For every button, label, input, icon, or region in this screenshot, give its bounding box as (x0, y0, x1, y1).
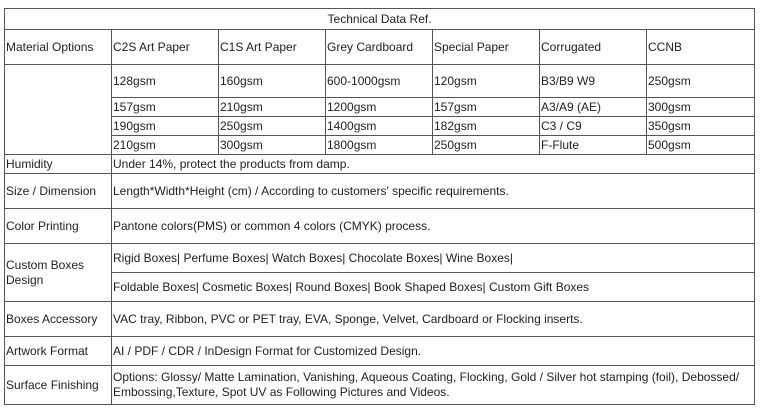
color-printing-value: Pantone colors(PMS) or common 4 colors (CMYK) process. (112, 209, 755, 244)
custom-boxes-line-1: Rigid Boxes| Perfume Boxes| Watch Boxes| Chocolate Boxes| Wine Boxes| (112, 244, 755, 273)
table-title: Technical Data Ref. (5, 9, 755, 30)
table-cell: 500gsm (647, 136, 755, 155)
row-label-custom-boxes: Custom Boxes Design (5, 244, 112, 302)
material-header-ccnb: CCNB (647, 30, 755, 65)
material-header-special-paper: Special Paper (433, 30, 540, 65)
row-label-artwork: Artwork Format (5, 337, 112, 366)
table-cell: 160gsm (219, 65, 326, 98)
table-cell: 250gsm (647, 65, 755, 98)
table-cell: C3 / C9 (540, 117, 647, 136)
material-header-c1s: C1S Art Paper (219, 30, 326, 65)
custom-boxes-line-2: Foldable Boxes| Cosmetic Boxes| Round Boxes| Book Shaped Boxes| Custom Gift Boxes (112, 273, 755, 302)
table-cell: 250gsm (219, 117, 326, 136)
row-label-color-printing: Color Printing (5, 209, 112, 244)
table-cell: A3/A9 (AE) (540, 98, 647, 117)
row-label-humidity: Humidity (5, 155, 112, 174)
material-header-grey-cardboard: Grey Cardboard (326, 30, 433, 65)
row-label-size: Size / Dimension (5, 174, 112, 209)
row-label-accessory: Boxes Accessory (5, 302, 112, 337)
table-cell: 1400gsm (326, 117, 433, 136)
table-cell: 600-1000gsm (326, 65, 433, 98)
table-cell: 210gsm (112, 136, 219, 155)
table-cell: F-Flute (540, 136, 647, 155)
table-cell: 1200gsm (326, 98, 433, 117)
row-label-surface: Surface Finishing (5, 366, 112, 405)
table-cell: 157gsm (112, 98, 219, 117)
material-label-spacer (5, 65, 112, 155)
table-cell: 1800gsm (326, 136, 433, 155)
surface-value: Options: Glossy/ Matte Lamination, Vanishing, Aqueous Coating, Flocking, Gold / Silver hot stamping (foil), Debossed/ Embossing,Texture, Spot UV as Following Pictures and Videos. (112, 366, 755, 405)
spec-table-container (4, 8, 755, 405)
table-cell: 300gsm (219, 136, 326, 155)
size-value: Length*Width*Height (cm) / According to customers' specific requirements. (112, 174, 755, 209)
row-label-material-options: Material Options (5, 30, 112, 65)
table-cell: 128gsm (112, 65, 219, 98)
table-cell: 250gsm (433, 136, 540, 155)
technical-data-table (4, 8, 755, 405)
table-cell: 182gsm (433, 117, 540, 136)
accessory-value: VAC tray, Ribbon, PVC or PET tray, EVA, Sponge, Velvet, Cardboard or Flocking inserts. (112, 302, 755, 337)
table-cell: 120gsm (433, 65, 540, 98)
artwork-value: AI / PDF / CDR / InDesign Format for Customized Design. (112, 337, 755, 366)
humidity-value: Under 14%, protect the products from damp. (112, 155, 755, 174)
table-cell: 210gsm (219, 98, 326, 117)
table-cell: 350gsm (647, 117, 755, 136)
table-cell: 190gsm (112, 117, 219, 136)
material-header-corrugated: Corrugated (540, 30, 647, 65)
table-cell: B3/B9 W9 (540, 65, 647, 98)
table-cell: 300gsm (647, 98, 755, 117)
table-cell: 157gsm (433, 98, 540, 117)
material-header-c2s: C2S Art Paper (112, 30, 219, 65)
